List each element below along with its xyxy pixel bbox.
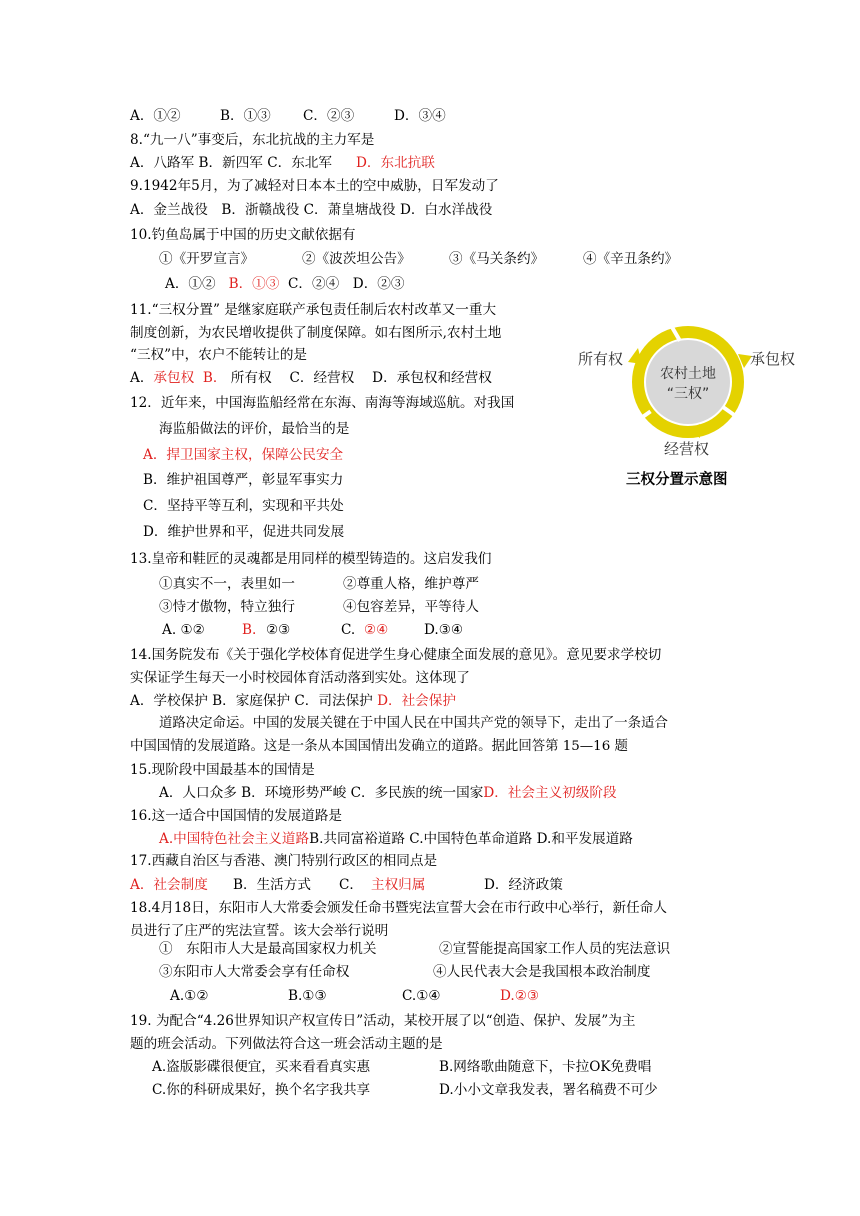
q13-stem: 13.皇帝和鞋匠的灵魂都是用同样的模型铸造的。这启发我们 [130, 551, 492, 567]
q11-line-2: 制度创新，为农民增收提供了制度保障。如右图所示,农村土地 [130, 325, 502, 341]
q17-option-c-prefix: C． [339, 877, 363, 893]
q10-option-a: A．①② [165, 276, 216, 292]
q19-line-2: 题的班会活动。下列做法符合这一班会活动主题的是 [130, 1036, 443, 1052]
q9-stem: 9.1942年5月，为了减轻对日本本土的空中威胁，日军发动了 [130, 178, 499, 194]
q10-item-2: ②《波茨坦公告》 [302, 251, 411, 267]
q11-options [130, 369, 492, 387]
figure-label-management: 经营权 [664, 440, 710, 458]
q13-item-3: ③恃才傲物，特立独行 [159, 599, 295, 615]
q13-option-d: D.③④ [424, 622, 464, 638]
q13-item-2: ②尊重人格，维护尊严 [343, 576, 479, 592]
figure-center-disc [646, 340, 730, 424]
q11-option-a-prefix: A． [130, 370, 154, 386]
q15-option-d: D．社会主义初级阶段 [483, 785, 617, 801]
q12-option-d: D．维护世界和平，促进共同发展 [143, 524, 345, 540]
q18-option-a: A.①② [170, 988, 209, 1004]
q11-options-rest: 所有权 C．经营权 D．承包权和经营权 [230, 370, 492, 386]
q15-options-abc: A．人口众多 B．环境形势严峻 C．多民族的统一国家 [159, 785, 484, 801]
q17-stem: 17.西藏自治区与香港、澳门特别行政区的相同点是 [130, 853, 438, 869]
q11-line-3: “三权”中，农户不能转让的是 [130, 347, 308, 363]
q15-options [159, 784, 617, 802]
q8-stem: 8.“九一八”事变后，东北抗战的主力军是 [130, 132, 375, 148]
q14-line-2: 实保证学生每天一小时校园体育活动落到实处。这体现了 [130, 670, 470, 686]
q19-option-b: B.网络歌曲随意下，卡拉OK免费唱 [439, 1059, 652, 1075]
figure-label-ownership: 所有权 [578, 350, 624, 368]
q9-options: A．金兰战役 B．浙赣战役 C．萧皇塘战役 D．白水洋战役 [130, 202, 493, 218]
q18-item-2: ②宣誓能提高国家工作人员的宪法意识 [439, 941, 671, 957]
q17-option-b: B．生活方式 [233, 877, 311, 893]
q19-line-1: 19. 为配合“4.26世界知识产权宣传日”活动，某校开展了以“创造、保护、发展”为主 [130, 1013, 636, 1029]
q7-option-d: D．③④ [394, 108, 446, 124]
three-rights-figure [572, 318, 812, 493]
q12-option-a: A．捍卫国家主权，保障公民安全 [143, 447, 344, 463]
q11-option-b: B． [202, 370, 227, 386]
q17-option-c: 主权归属 [371, 877, 426, 893]
q8-options [130, 154, 435, 172]
q13-item-4: ④包容差异，平等待人 [343, 599, 479, 615]
q17-option-d: D．经济政策 [484, 877, 563, 893]
q18-option-c: C.①④ [402, 988, 441, 1004]
q8-answer: D．东北抗联 [355, 155, 435, 171]
q7-option-a: A．①② [130, 108, 181, 124]
q14-options-abc: A．学校保护 B．家庭保护 C．司法保护 [130, 693, 373, 709]
q7-option-c: C．②③ [303, 108, 355, 124]
q13-item-1: ①真实不一，表里如一 [159, 576, 295, 592]
q16-option-a: A.中国特色社会主义道路 [159, 831, 310, 847]
q11-line-1: 11.“三权分置” 是继家庭联产承包责任制后农村改革又一重大 [130, 302, 497, 318]
q12-option-c: C．坚持平等互利，实现和平共处 [143, 498, 344, 514]
q10-item-3: ③《马关条约》 [449, 251, 545, 267]
q18-item-4: ④人民代表大会是我国根本政治制度 [433, 964, 651, 980]
q8-options-abc: A．八路军 B．新四军 C．东北军 [130, 155, 332, 171]
q19-option-a: A.盗版影碟很便宜，买来看看真实惠 [152, 1059, 371, 1075]
q14-options [130, 692, 456, 710]
q18-item-1: ① 东阳市人大是最高国家权力机关 [159, 941, 377, 957]
q14-line-1: 14.国务院发布《关于强化学校体育促进学生身心健康全面发展的意见》。意见要求学校切 [130, 647, 662, 663]
q18-item-3: ③东阳市人大常委会享有任命权 [159, 964, 350, 980]
q18-option-d: D.②③ [500, 988, 540, 1004]
q18-line-1: 18.4月18日，东阳市人大常委会颁发任命书暨宪法宣誓大会在市行政中心举行，新任命人 [130, 900, 667, 916]
q19-option-d: D.小小文章我发表，署名稿费不可少 [439, 1082, 658, 1098]
q13-option-c: C. [341, 622, 356, 638]
q10-item-4: ④《辛丑条约》 [583, 251, 679, 267]
three-rights-diagram [572, 318, 812, 458]
q18-option-b: B.①③ [288, 988, 327, 1004]
q16-options-rest: B.共同富裕道路 C.中国特色革命道路 D.和平发展道路 [309, 831, 633, 847]
q12-option-b: B．维护祖国尊严，彰显军事实力 [143, 472, 344, 488]
q19-option-c: C.你的科研成果好，换个名字我共享 [152, 1082, 371, 1098]
passage-line-2: 中国国情的发展道路。这是一条从本国国情出发确立的道路。据此回答第 15—16 题 [130, 739, 628, 754]
q12-line-1: 12．近年来，中国海监船经常在东海、南海等海域巡航。对我国 [130, 395, 515, 411]
figure-center-line-1: 农村土地 [660, 366, 716, 382]
q12-line-2: 海监船做法的评价，最恰当的是 [159, 421, 350, 437]
figure-label-contract: 承包权 [750, 350, 796, 368]
q10-item-1: ①《开罗宣言》 [159, 251, 255, 267]
figure-center-line-2: “三权” [666, 386, 710, 402]
q10-options [165, 275, 404, 293]
q10-stem: 10.钓鱼岛属于中国的历史文献依据有 [130, 227, 356, 243]
q14-option-d: D．社会保护 [377, 693, 456, 709]
q13-option-b: B. [242, 622, 257, 638]
q10-option-b: B．①③ [228, 276, 280, 292]
q17-option-a: A．社会制度 [130, 877, 208, 893]
passage-line-1: 道路决定命运。中国的发展关键在于中国人民在中国共产党的领导下，走出了一条适合 [159, 716, 668, 731]
q7-option-b: B．①③ [220, 108, 271, 124]
q18-line-2: 员进行了庄严的宪法宣誓。该大会举行说明 [130, 923, 389, 939]
figure-caption: 三权分置示意图 [626, 472, 728, 488]
q11-option-a: 承包权 [153, 370, 195, 386]
q13-option-b-value: ②③ [266, 622, 291, 638]
arrow-left-icon [628, 348, 642, 364]
q15-stem: 15.现阶段中国最基本的国情是 [130, 762, 315, 778]
q10-option-cd: C．②④ D．②③ [288, 276, 405, 292]
q13-option-c-value: ②④ [364, 622, 389, 638]
q13-option-a: A. ①② [162, 622, 205, 638]
q16-options [159, 830, 633, 848]
q16-stem: 16.这一适合中国国情的发展道路是 [130, 808, 342, 824]
